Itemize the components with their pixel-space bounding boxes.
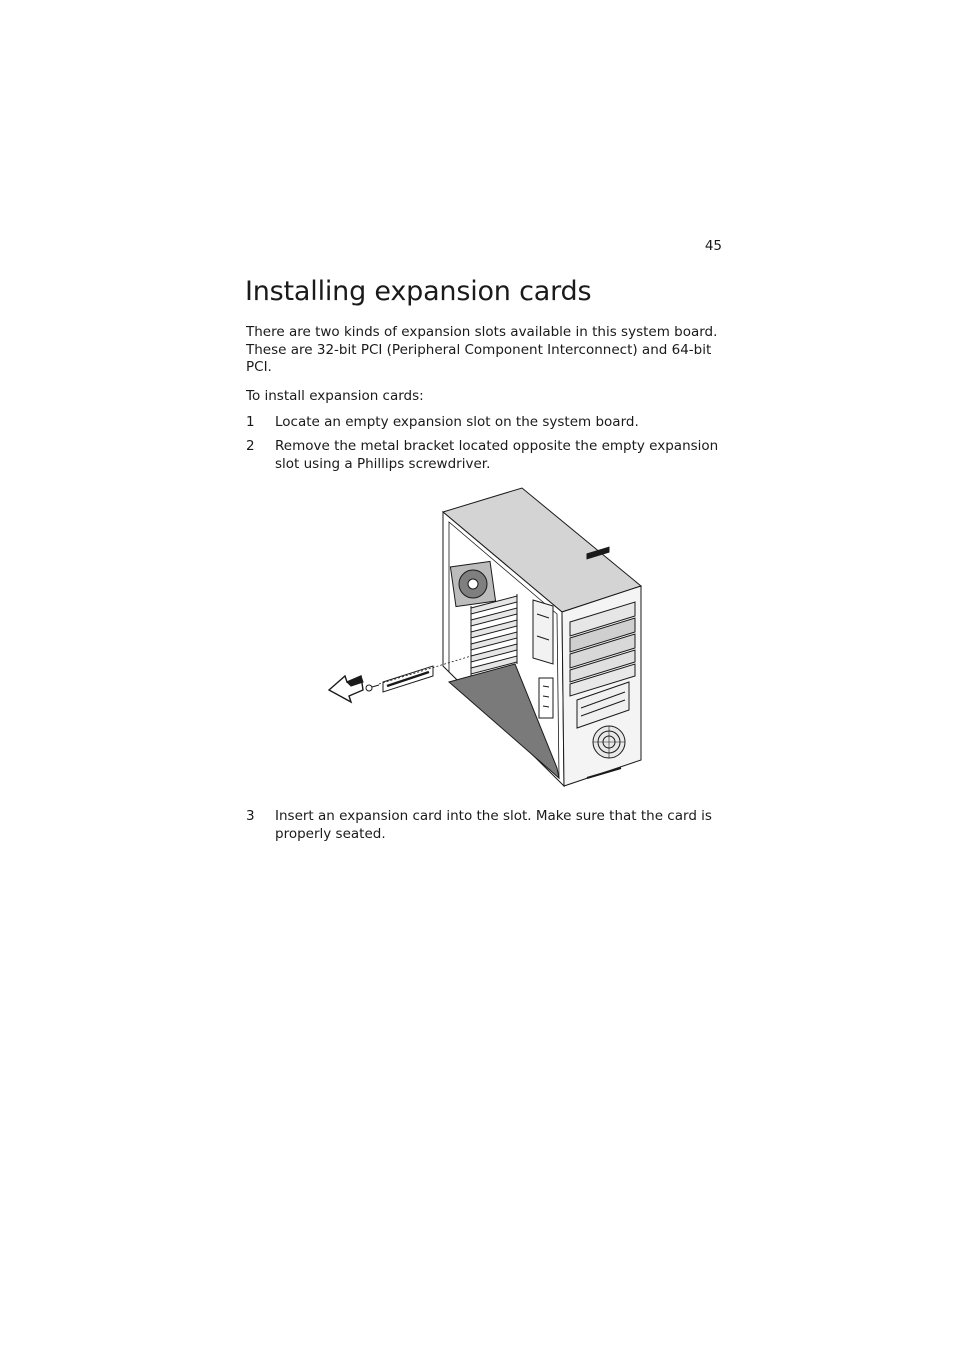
io-ports [539,678,553,718]
step-3 [246,808,724,843]
step-text: Locate an empty expansion slot on the system board. [275,414,639,430]
step-number: 1 [246,414,255,430]
page-number: 45 [704,238,722,254]
step-text: Remove the metal bracket located opposite the empty expansion slot using a Phillips screwdriver. [275,438,719,472]
step-number: 2 [246,438,255,454]
step-2 [246,438,724,473]
step-1 [246,414,724,432]
step-text: Insert an expansion card into the slot. Make sure that the card is properly seated. [275,808,712,842]
lead-in-text: To install expansion cards: [246,388,424,404]
page-title: Installing expansion cards [245,276,592,307]
intro-paragraph: There are two kinds of expansion slots available in this system board. These are 32-bit PCI (Peripheral Component Interconnect) and 64-bit PCI. [246,324,718,375]
tower-case-illustration [325,486,645,792]
step-number: 3 [246,808,255,824]
screw-icon [366,685,379,691]
